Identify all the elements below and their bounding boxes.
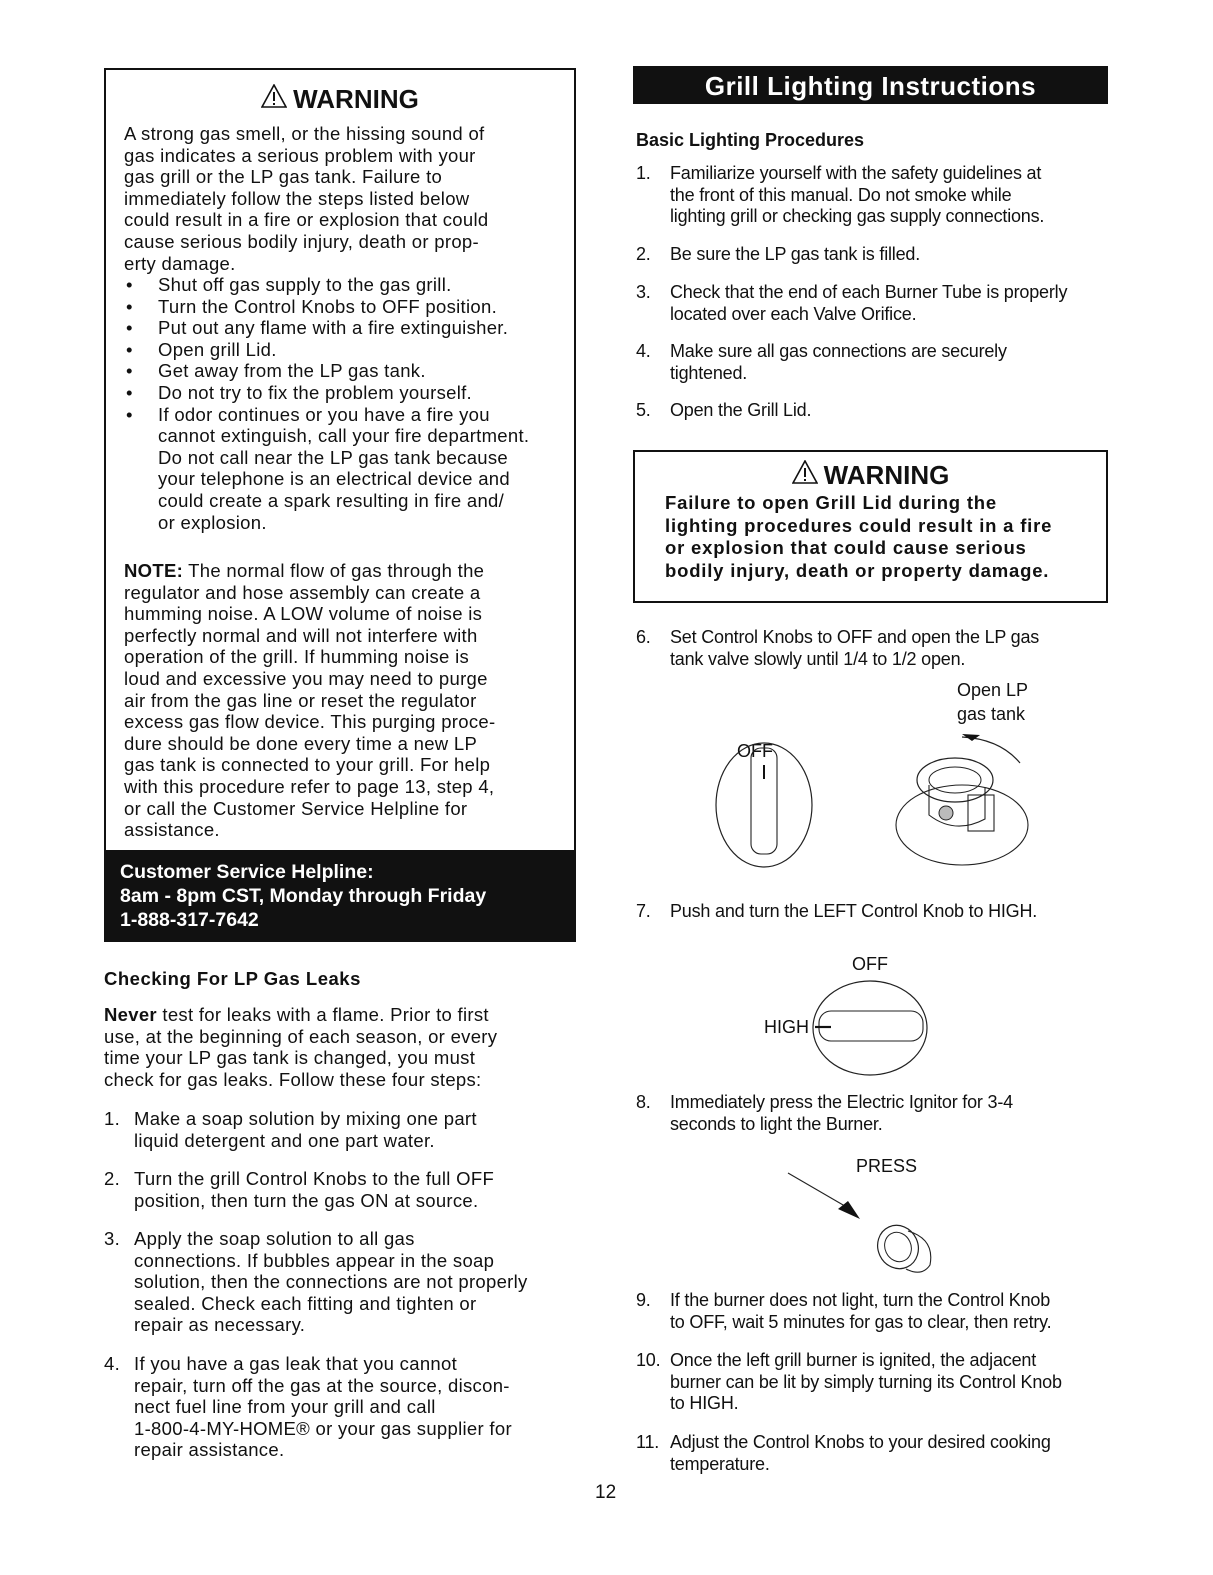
text-line: time your LP gas tank is changed, you must bbox=[104, 1047, 476, 1069]
control-knob-high-icon bbox=[805, 975, 935, 1085]
text-line: with this procedure refer to page 13, step 4, bbox=[124, 775, 495, 797]
text-line: immediately follow the steps listed below bbox=[124, 187, 470, 209]
text-line: could result in a fire or explosion that could bbox=[124, 209, 489, 231]
text-line: Failure to open Grill Lid during the bbox=[665, 492, 997, 513]
lighting-step-2: 2. Be sure the LP gas tank is filled. bbox=[636, 244, 921, 264]
open-lp-label: Open LP bbox=[957, 680, 1029, 700]
text-line: use, at the beginning of each season, or every bbox=[104, 1025, 498, 1047]
warning2-text bbox=[665, 492, 1052, 582]
text-line: erty damage. bbox=[124, 252, 236, 274]
helpline-phone: 1-888-317-7642 bbox=[120, 909, 259, 931]
lighting-step-4: 4. Make sure all gas connections are securely tightened. bbox=[636, 341, 1007, 383]
leak-step-3: 3. Apply the soap solution to all gas connections. If bubbles appear in the soap solution, then the connections are not properly sealed. Check each fitting and tighten or repair as necessary. bbox=[104, 1228, 528, 1336]
electric-ignitor-icon bbox=[871, 1219, 931, 1276]
off-label: OFF bbox=[737, 741, 773, 761]
leaks-heading: Checking For LP Gas Leaks bbox=[104, 968, 361, 989]
warning2-title: WARNING bbox=[635, 460, 1106, 491]
ignitor-button-illustration bbox=[780, 1165, 960, 1285]
off-label-2: OFF bbox=[852, 954, 888, 974]
leak-step-1: 1. Make a soap solution by mixing one part liquid detergent and one part water. bbox=[104, 1108, 477, 1151]
page-number: 12 bbox=[595, 1482, 617, 1503]
warning-box bbox=[104, 68, 576, 942]
warning-box-lid bbox=[633, 450, 1108, 603]
text-line: bodily injury, death or property damage. bbox=[665, 559, 1050, 581]
grill-lighting-banner: Grill Lighting Instructions bbox=[633, 66, 1108, 104]
text-line: loud and excessive you may need to purge bbox=[124, 667, 488, 689]
warning-bullets: • Shut off gas supply to the gas grill. • Turn the Control Knobs to OFF position. • Put out any flame with a fire extinguisher. • Open grill Lid. • Get away from the LP gas tank. • Do not try to fix the problem yourself. • If odor continues or you have a fire you cannot extinguish, call your fire department. Do not call near the LP gas tank because your telephone is an electrical device and could create a spark resulting in fire and/ or explosion. bbox=[126, 274, 530, 533]
knob-and-valve-illustration bbox=[700, 725, 1040, 870]
control-knob-off-icon bbox=[716, 743, 812, 867]
leak-step-4: 4. If you have a gas leak that you cannot repair, turn off the gas at the source, discon- nect fuel line from your grill and call 1-800-4-MY-HOME® or your gas supplier for repair assistance. bbox=[104, 1353, 512, 1461]
text-line: or explosion that could cause serious bbox=[665, 537, 1027, 559]
text-line: check for gas leaks. Follow these four steps: bbox=[104, 1068, 482, 1090]
text-line: gas grill or the LP gas tank. Failure to bbox=[124, 166, 443, 188]
lighting-step-11: 11. Adjust the Control Knobs to your desired cooking temperature. bbox=[636, 1432, 1051, 1474]
never-label: Never bbox=[104, 1004, 157, 1025]
press-label: PRESS bbox=[856, 1156, 918, 1176]
high-label: HIGH bbox=[764, 1017, 809, 1037]
warning-triangle-icon bbox=[792, 460, 818, 491]
basic-lighting-heading: Basic Lighting Procedures bbox=[636, 130, 865, 150]
text-line: or call the Customer Service Helpline for bbox=[124, 797, 468, 819]
lighting-step-10: 10. Once the left grill burner is ignited, the adjacent burner can be lit by simply turning its Control Knob to HIGH. bbox=[636, 1350, 1062, 1413]
gas-tank-label: gas tank bbox=[957, 704, 1026, 724]
tank-valve-icon bbox=[896, 758, 1028, 865]
warning-intro bbox=[124, 123, 488, 274]
text-line: gas tank is connected to your grill. For help bbox=[124, 754, 491, 776]
text-line: air from the gas line or reset the regulator bbox=[124, 689, 477, 711]
leak-step-2: 2. Turn the grill Control Knobs to the full OFF position, then turn the gas ON at source. bbox=[104, 1168, 495, 1211]
lighting-step-1: 1. Familiarize yourself with the safety guidelines at the front of this manual. Do not smoke while lighting grill or checking gas supply connections. bbox=[636, 163, 1045, 226]
lighting-step-8: 8. Immediately press the Electric Ignitor for 3-4 seconds to light the Burner. bbox=[636, 1092, 1013, 1134]
lighting-step-3: 3. Check that the end of each Burner Tube is properly located over each Valve Orifice. bbox=[636, 282, 1068, 324]
note-label: NOTE: bbox=[124, 560, 184, 581]
text-line: perfectly normal and will not interfere with bbox=[124, 624, 478, 646]
leaks-intro: Never test for leaks with a flame. Prior to first use, at the beginning of each season, or every time your LP gas tank is changed, you must check for gas leaks. Follow these four steps: bbox=[104, 1004, 498, 1090]
text-line: A strong gas smell, or the hissing sound of bbox=[124, 123, 485, 144]
lighting-step-9: 9. If the burner does not light, turn the Control Knob to OFF, wait 5 minutes for gas to clear, then retry. bbox=[636, 1290, 1052, 1332]
text-line: operation of the grill. If humming noise is bbox=[124, 646, 470, 668]
text-line: gas indicates a serious problem with your bbox=[124, 144, 476, 166]
lighting-step-7: 7. Push and turn the LEFT Control Knob to HIGH. bbox=[636, 901, 1038, 921]
text-line: lighting procedures could result in a fire bbox=[665, 514, 1053, 536]
note-paragraph: NOTE: The normal flow of gas through the regulator and hose assembly can create a humming noise. A LOW volume of noise is perfectly normal and will not interfere with operation of the grill. If humming noise is loud and excessive you may need to purge air from the gas line or reset the regulator excess gas flow device. This purging proce- dure should be done every time a new LP gas tank is connected to your grill. For help with this procedure refer to page 13, step 4, or call the Customer Service Helpline for assistance. bbox=[124, 560, 496, 841]
lighting-step-6: 6. Set Control Knobs to OFF and open the LP gas tank valve slowly until 1/4 to 1/2 open. bbox=[636, 627, 1040, 669]
warning-title: WARNING bbox=[106, 84, 574, 115]
text-line: humming noise. A LOW volume of noise is bbox=[124, 603, 483, 625]
customer-helpline-banner: Customer Service Helpline: 8am - 8pm CST, Monday through Friday 1-888-317-7642 bbox=[106, 850, 574, 940]
warning-triangle-icon bbox=[261, 84, 287, 115]
text-line: assistance. bbox=[124, 819, 220, 841]
text-line: cause serious bodily injury, death or prop- bbox=[124, 230, 479, 252]
lighting-step-5: 5. Open the Grill Lid. bbox=[636, 400, 812, 420]
text-line: dure should be done every time a new LP bbox=[124, 732, 478, 754]
text-line: regulator and hose assembly can create a bbox=[124, 581, 481, 603]
text-line: excess gas flow device. This purging proce- bbox=[124, 711, 496, 733]
